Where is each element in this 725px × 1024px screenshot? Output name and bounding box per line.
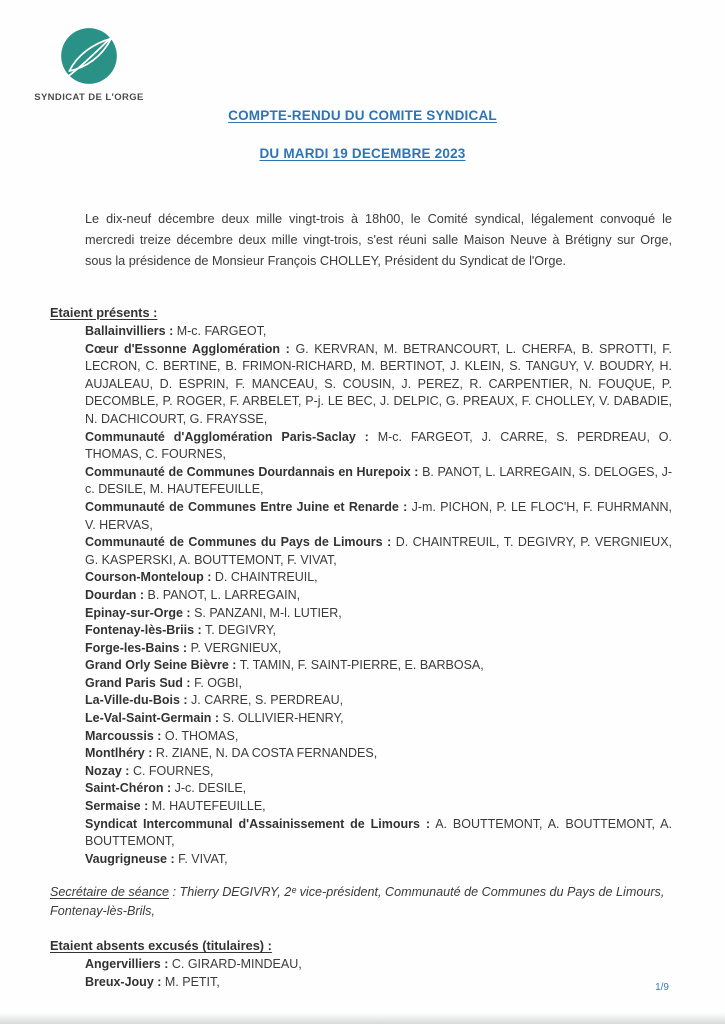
attendee-row bbox=[85, 605, 672, 623]
attendee-row bbox=[85, 745, 672, 763]
attendee-names: T. TAMIN, F. SAINT-PIERRE, E. BARBOSA, bbox=[239, 658, 484, 673]
commune-name: Marcoussis : bbox=[85, 728, 162, 743]
absentee-names: M. PETIT, bbox=[164, 975, 220, 989]
present-heading: Etaient présents : bbox=[50, 305, 158, 320]
logo bbox=[30, 27, 148, 103]
title-block bbox=[0, 108, 725, 161]
secretary-label: Secrétaire de séance bbox=[50, 885, 170, 900]
attendee-row bbox=[85, 429, 672, 464]
page-bottom-edge bbox=[0, 1012, 725, 1024]
commune-name: Saint-Chéron : bbox=[85, 781, 172, 796]
document-subtitle: DU MARDI 19 DECEMBRE 2023 bbox=[259, 146, 466, 161]
attendee-row bbox=[85, 569, 672, 587]
attendee-row bbox=[85, 534, 672, 569]
attendee-names: S. OLLIVIER-HENRY, bbox=[222, 711, 344, 726]
commune-name: Forge-les-Bains : bbox=[85, 640, 188, 655]
commune-name: Montlhéry : bbox=[85, 746, 153, 761]
attendee-row bbox=[85, 780, 672, 798]
commune-name: Grand Orly Seine Bièvre : bbox=[85, 658, 237, 673]
attendee-row bbox=[85, 675, 672, 693]
attendee-row bbox=[85, 464, 672, 499]
commune-name: Dourdan : bbox=[85, 587, 145, 602]
logo-org-name: SYNDICAT DE L'ORGE bbox=[34, 92, 144, 103]
attendee-names: G. KERVRAN, M. BETRANCOURT, L. CHERFA, B. SPROTTI, F. LECRON, C. BERTINE, B. FRIMON-RICHARD, M. BERTINOT, J. KLEIN, S. TANGUY, V. BOUDRY, H. AUJALEAU, D. ESPRIN, F. MANCEAU, S. COUSIN, J. PEREZ, R. CARPENTIER, N. FOUQUE, P. DECOMBLE, P. ROGER, F. ARBELET, P-j. LE BEC, J. DELPIC, G. PREAUX, F. CHOLLEY, V. DABADIE, N. DACHICOURT, G. FRAYSSE, bbox=[85, 341, 672, 426]
commune-name: Vaugrigneuse : bbox=[85, 851, 175, 866]
absentee-list bbox=[85, 956, 672, 991]
attendee-names: C. FOURNES, bbox=[132, 763, 214, 778]
commune-name: Fontenay-lès-Briis : bbox=[85, 623, 202, 638]
commune-name: Breux-Jouy : bbox=[85, 975, 162, 989]
attendee-row bbox=[85, 816, 672, 851]
attendee-names: D. CHAINTREUIL, bbox=[214, 570, 318, 585]
commune-name: Ballainvilliers : bbox=[85, 324, 174, 338]
commune-name: Epinay-sur-Orge : bbox=[85, 605, 191, 620]
commune-name: Communauté d'Agglomération Paris-Saclay : bbox=[85, 429, 369, 444]
document-title: COMPTE-RENDU DU COMITE SYNDICAL bbox=[228, 108, 497, 123]
page-number: 1/9 bbox=[655, 982, 669, 993]
attendee-row bbox=[85, 323, 672, 341]
attendee-names: B. PANOT, L. LARREGAIN, bbox=[147, 587, 301, 602]
attendee-names: B. PANOT, L. LARREGAIN, S. DELOGES, J-c. DESILE, M. HAUTEFEUILLE, bbox=[85, 464, 672, 497]
attendee-row bbox=[85, 692, 672, 710]
attendee-list bbox=[85, 323, 672, 868]
attendee-row bbox=[85, 622, 672, 640]
attendee-row bbox=[85, 710, 672, 728]
attendee-row bbox=[85, 640, 672, 658]
absentee-row bbox=[85, 956, 672, 974]
commune-name: Courson-Monteloup : bbox=[85, 570, 212, 585]
attendee-row bbox=[85, 763, 672, 781]
attendee-row bbox=[85, 341, 672, 429]
attendee-names: O. THOMAS, bbox=[164, 728, 239, 743]
absent-heading: Etaient absents excusés (titulaires) : bbox=[50, 938, 272, 954]
attendee-row bbox=[85, 499, 672, 534]
absentee-row bbox=[85, 974, 672, 992]
attendee-names: D. CHAINTREUIL, T. DEGIVRY, P. VERGNIEUX, G. KASPERSKI, A. BOUTTEMONT, F. VIVAT, bbox=[85, 535, 673, 567]
attendee-row bbox=[85, 798, 672, 816]
commune-name: Communauté de Communes du Pays de Limours : bbox=[85, 535, 392, 550]
attendee-names: J-c. DESILE, bbox=[174, 781, 247, 796]
commune-name: Le-Val-Saint-Germain : bbox=[85, 711, 220, 726]
commune-name: La-Ville-du-Bois : bbox=[85, 693, 188, 708]
commune-name: Cœur d'Essonne Agglomération : bbox=[85, 341, 290, 356]
intro-paragraph: Le dix-neuf décembre deux mille vingt-trois à 18h00, le Comité syndical, légalement convoqué le mercredi treize décembre deux mille vingt-trois, s'est réuni salle Maison Neuve à Brétigny sur Orge, sous la présidence de Monsieur François CHOLLEY, Président du Syndicat de l'Orge. bbox=[85, 212, 672, 268]
commune-name: Sermaise : bbox=[85, 799, 149, 814]
commune-name: Angervilliers : bbox=[85, 957, 169, 972]
attendee-names: T. DEGIVRY, bbox=[204, 623, 277, 638]
commune-name: Syndicat Intercommunal d'Assainissement de Limours : bbox=[85, 816, 431, 831]
attendee-names: M-c. FARGEOT, J. CARRE, S. PERDREAU, O. THOMAS, C. FOURNES, bbox=[85, 429, 672, 462]
attendee-names: A. BOUTTEMONT, A. BOUTTEMONT, A. BOUTTEMONT, bbox=[85, 816, 672, 849]
attendee-names: J-m. PICHON, P. LE FLOC'H, F. FUHRMANN, V. HERVAS, bbox=[85, 499, 672, 532]
attendee-names: F. OGBI, bbox=[194, 675, 243, 690]
commune-name: Communauté de Communes Dourdannais en Hurepoix : bbox=[85, 464, 419, 479]
attendee-names: R. ZIANE, N. DA COSTA FERNANDES, bbox=[155, 746, 378, 761]
secretary-text: : Thierry DEGIVRY, 2ᵉ vice-président, Communauté de Communes du Pays de Limours, Fontenay-lès-Brils, bbox=[50, 885, 665, 919]
leaf-logo-icon bbox=[60, 27, 118, 85]
commune-name: Grand Paris Sud : bbox=[85, 675, 191, 690]
attendee-names: F. VIVAT, bbox=[178, 851, 228, 866]
commune-name: Nozay : bbox=[85, 763, 130, 778]
attendee-row bbox=[85, 851, 672, 869]
attendee-names: P. VERGNIEUX, bbox=[190, 640, 282, 655]
absentee-names: C. GIRARD-MINDEAU, bbox=[171, 957, 302, 972]
attendee-row bbox=[85, 728, 672, 746]
secretary-line bbox=[50, 883, 672, 921]
attendee-row bbox=[85, 587, 672, 605]
document-body bbox=[50, 209, 672, 992]
attendee-names: M-c. FARGEOT, bbox=[176, 324, 267, 338]
commune-name: Communauté de Communes Entre Juine et Renarde : bbox=[85, 499, 408, 514]
attendee-names: S. PANZANI, M-l. LUTIER, bbox=[194, 605, 342, 620]
attendee-row bbox=[85, 657, 672, 675]
attendee-names: J. CARRE, S. PERDREAU, bbox=[191, 693, 344, 708]
attendee-names: M. HAUTEFEUILLE, bbox=[151, 799, 266, 814]
